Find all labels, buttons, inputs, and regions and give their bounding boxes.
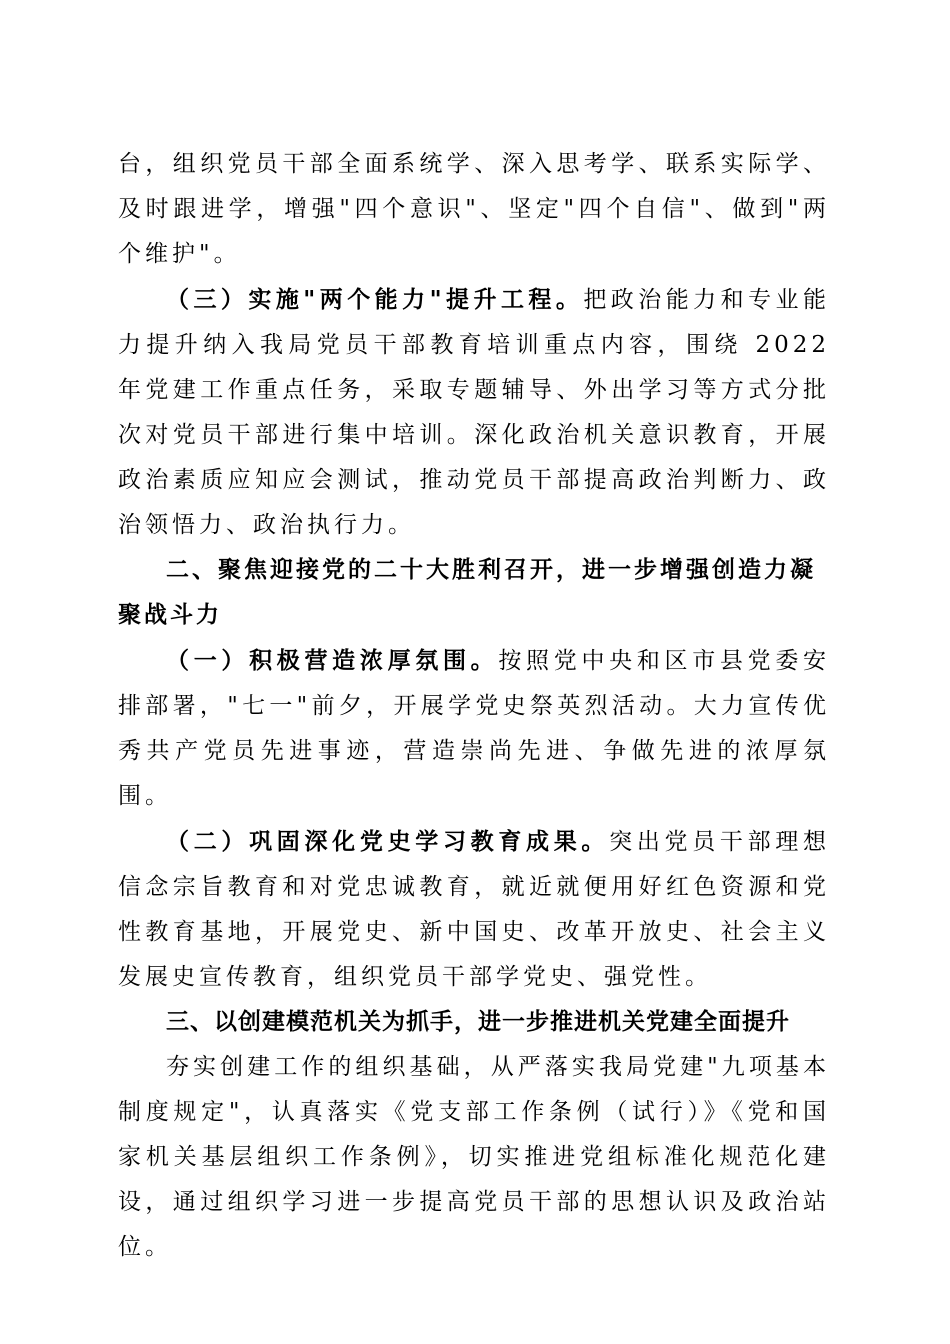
paragraph-item-2-1 (118, 638, 830, 819)
item-2-2-lead: （二）巩固深化党史学习教育成果。 (166, 828, 610, 855)
paragraph-item-2-2 (118, 819, 830, 1000)
item-2-1-lead: （一）积极营造浓厚氛围。 (166, 647, 499, 674)
document-page (118, 142, 830, 1270)
section-heading-3: 三、以创建模范机关为抓手，进一步推进机关党建全面提升 (166, 1009, 790, 1035)
paragraph-continuation: 台，组织党员干部全面系统学、深入思考学、联系实际学、及时跟进学，增强"四个意识"、坚定"四个自信"、做到"两个维护"。 (118, 151, 830, 267)
item-3-lead: （三）实施"两个能力"提升工程。 (166, 286, 584, 313)
item-3-body: 把政治能力和专业能力提升纳入我局党员干部教育培训重点内容，围绕 2022 年党建工作重点任务，采取专题辅导、外出学习等方式分批次对党员干部进行集中培训。深化政治机关意识教育，开展政治素质应知应会测试，推动党员干部提高政治判断力、政治领悟力、政治执行力。 (118, 287, 831, 538)
section-heading-2: 二、聚焦迎接党的二十大胜利召开，进一步增强创造力凝聚战斗力 (118, 557, 816, 628)
item-2-2-body: 突出党员干部理想信念宗旨教育和对党忠诚教育，就近就便用好红色资源和党性教育基地，开展党史、新中国史、改革开放史、社会主义发展史宣传教育，组织党员干部学党史、强党性。 (118, 829, 831, 990)
item-2-1-body: 按照党中央和区市县党委安排部署，"七一"前夕，开展学党史祭英烈活动。大力宣传优秀共产党员先进事迹，营造崇尚先进、争做先进的浓厚氛围。 (118, 648, 831, 809)
paragraph-item-3 (118, 277, 830, 548)
paragraph-final: 夯实创建工作的组织基础，从严落实我局党建"九项基本制度规定"，认真落实《党支部工作条例（试行）》《党和国家机关基层组织工作条例》，切实推进党组标准化规范化建设，通过组织学习进一步提高党员干部的思想认识及政治站位。 (118, 1054, 830, 1260)
